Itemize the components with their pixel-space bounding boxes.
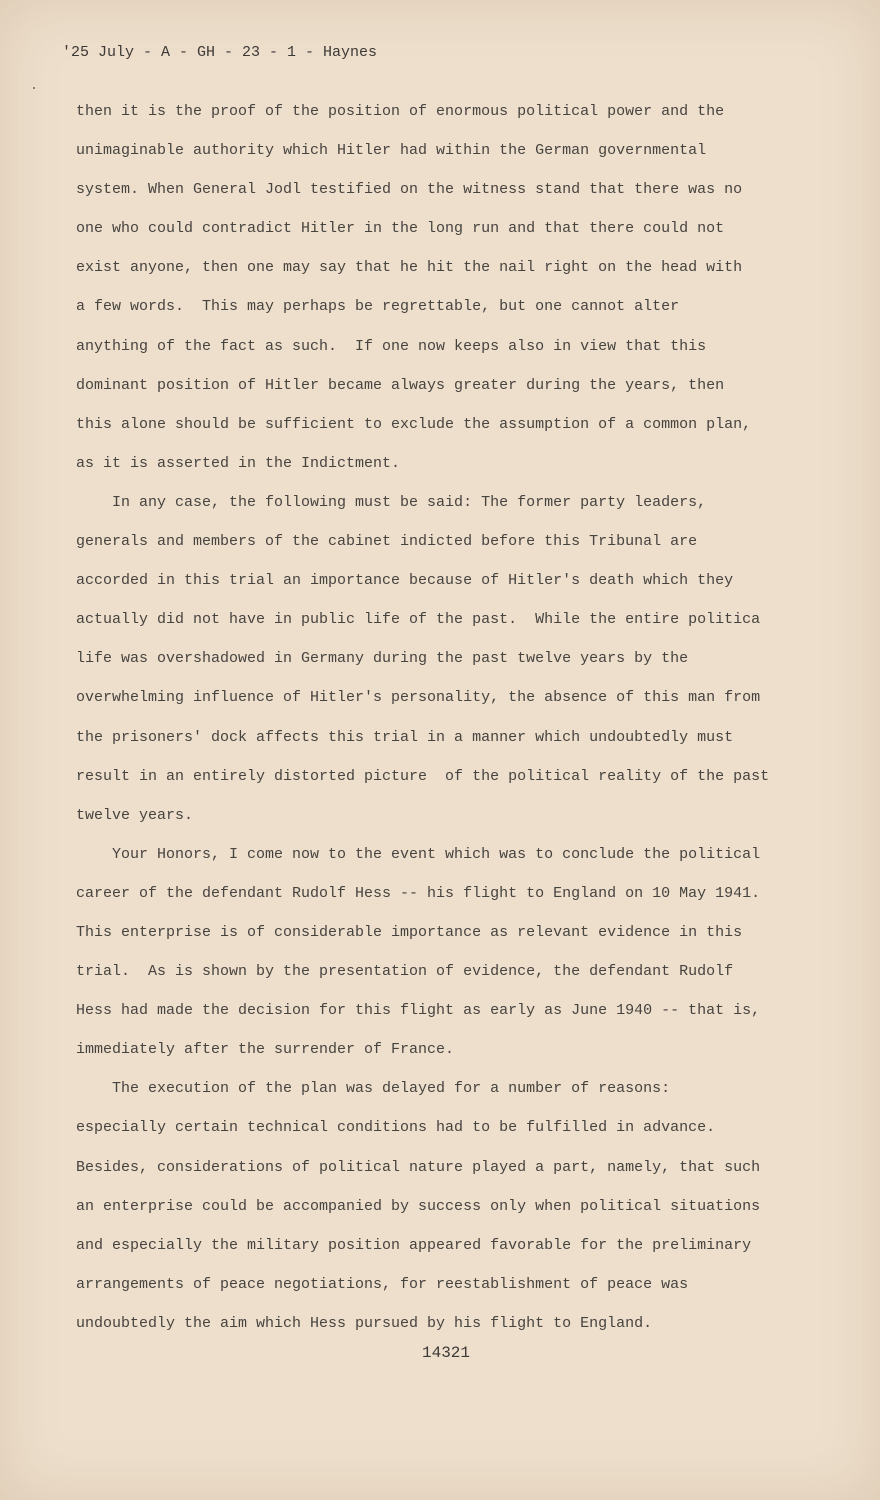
text-line: accorded in this trial an importance because of Hitler's death which they: [76, 572, 734, 590]
text-line: dominant position of Hitler became always greater during the years, then: [76, 376, 725, 394]
text-line: life was overshadowed in Germany during the past twelve years by the: [76, 650, 689, 668]
text-line: and especially the military position appeared favorable for the preliminary: [76, 1236, 752, 1254]
text-line: In any case, the following must be said: The former party leaders,: [76, 493, 707, 511]
text-line: unimaginable authority which Hitler had within the German governmental: [76, 142, 707, 160]
text-line: immediately after the surrender of France.: [76, 1041, 455, 1059]
text-line: This enterprise is of considerable importance as relevant evidence in this: [76, 923, 743, 941]
text-line: twelve years.: [76, 806, 194, 824]
text-line: result in an entirely distorted picture of the political reality of the past: [76, 767, 770, 785]
text-line: especially certain technical conditions had to be fulfilled in advance.: [76, 1119, 716, 1137]
text-line: generals and members of the cabinet indicted before this Tribunal are: [76, 533, 698, 551]
margin-mark: [33, 87, 35, 89]
text-line: Hess had made the decision for this flight as early as June 1940 -- that is,: [76, 1002, 761, 1020]
text-line: system. When General Jodl testified on the witness stand that there was no: [76, 181, 743, 199]
text-line: career of the defendant Rudolf Hess -- his flight to England on 10 May 1941.: [76, 884, 761, 902]
text-line: the prisoners' dock affects this trial in a manner which undoubtedly must: [76, 728, 734, 746]
text-line: a few words. This may perhaps be regrettable, but one cannot alter: [76, 298, 680, 316]
text-line: Besides, considerations of political nature played a part, namely, that such: [76, 1158, 761, 1176]
text-line: this alone should be sufficient to exclude the assumption of a common plan,: [76, 415, 752, 433]
text-line: one who could contradict Hitler in the long run and that there could not: [76, 220, 725, 238]
text-line: overwhelming influence of Hitler's personality, the absence of this man from: [76, 689, 761, 707]
text-line: actually did not have in public life of the past. While the entire politica: [76, 611, 761, 629]
text-line: trial. As is shown by the presentation of evidence, the defendant Rudolf: [76, 963, 734, 981]
text-line: anything of the fact as such. If one now keeps also in view that this: [76, 337, 707, 355]
text-line: exist anyone, then one may say that he hit the nail right on the head with: [76, 259, 743, 277]
text-line: undoubtedly the aim which Hess pursued by his flight to England.: [76, 1314, 653, 1332]
text-line: then it is the proof of the position of enormous political power and the: [76, 103, 725, 120]
text-line: The execution of the plan was delayed for a number of reasons:: [76, 1080, 671, 1098]
text-line: arrangements of peace negotiations, for reestablishment of peace was: [76, 1275, 689, 1293]
page-number: 14321: [422, 1344, 471, 1362]
page-header: '25 July - A - GH - 23 - 1 - Haynes: [62, 44, 378, 61]
text-line: as it is asserted in the Indictment.: [76, 454, 401, 472]
body-text: [76, 92, 836, 1343]
text-line: an enterprise could be accompanied by success only when political situations: [76, 1197, 761, 1215]
text-line: Your Honors, I come now to the event which was to conclude the political: [76, 845, 761, 863]
